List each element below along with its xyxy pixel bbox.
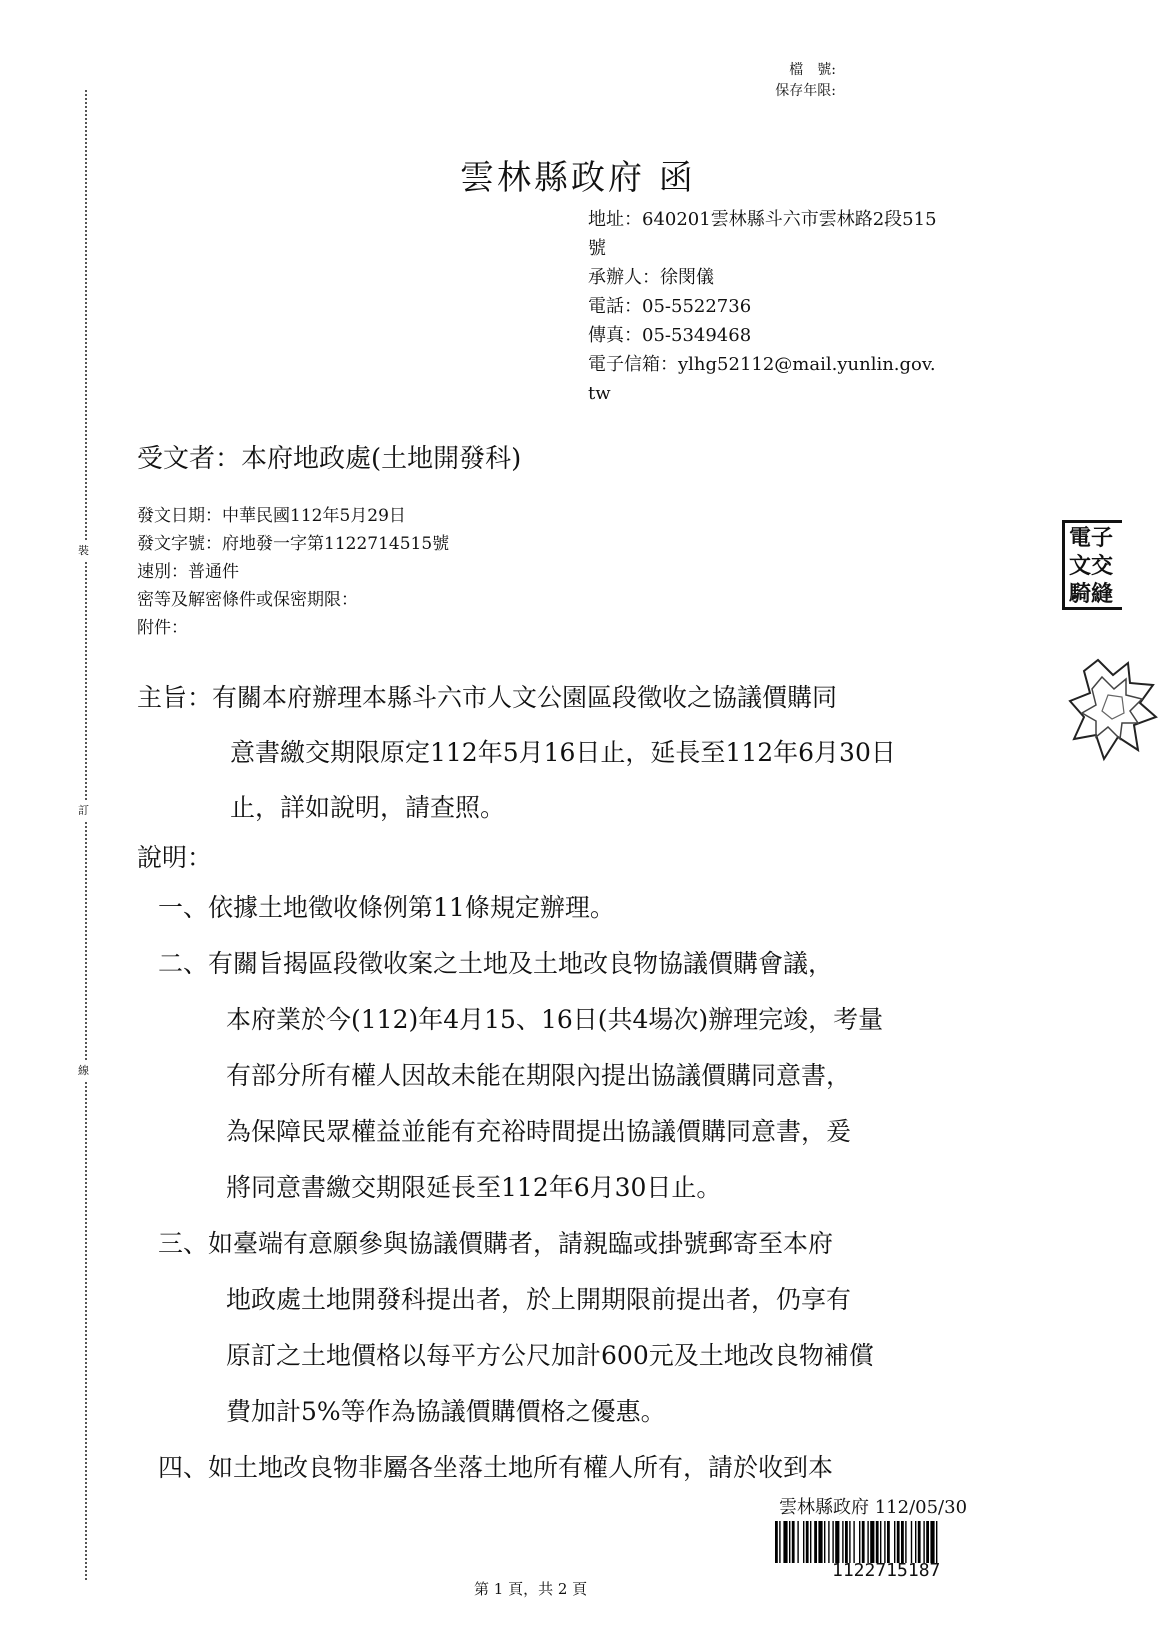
email-line-1: 電子信箱：ylhg52112@mail.yunlin.gov. [588,354,936,375]
item-3-line-3: 原訂之土地價格以每平方公尺加計600元及土地改良物補償 [226,1341,874,1370]
meta-block [137,502,449,642]
binding-mark-line: 線 [78,1060,89,1080]
item-3-line-4: 費加計5%等作為協議價購價格之優惠。 [226,1397,666,1426]
item-2-line-2: 本府業於今(112)年4月15、16日(共4場次)辦理完竣，考量 [226,1005,884,1034]
subject-line-3: 止，詳如說明，請查照。 [230,793,506,822]
document-number: 發文字號：府地發一字第1122714515號 [137,534,450,554]
official-seal-icon [1068,655,1158,765]
description-heading: 說明： [137,843,213,872]
recipient: 受文者：本府地政處(土地開發科) [137,444,522,474]
description-items [158,880,883,1496]
item-2-line-4: 為保障民眾權益並能有充裕時間提出協議價購同意書，爰 [226,1117,852,1146]
item-2-line-1: 二、有關旨揭區段徵收案之土地及土地改良物協議價購會議， [158,949,834,978]
barcode-icon [775,1521,1005,1563]
item-3-line-1: 三、如臺端有意願參與協議價購者，請親臨或掛號郵寄至本府 [158,1229,834,1258]
phone: 電話：05-5522736 [588,296,752,317]
item-1: 一、依據土地徵收條例第11條規定辦理。 [158,893,615,922]
stamp-row-1: 電子 [1069,526,1114,551]
issue-date: 發文日期：中華民國112年5月29日 [137,506,406,526]
retention-label: 保存年限: [775,83,836,99]
secrecy: 密等及解密條件或保密期限： [137,590,358,610]
archive-info [775,60,836,102]
footer-org-date: 雲林縣政府 112/05/30 [779,1497,968,1518]
attachment: 附件： [137,618,188,638]
contact-block [588,205,937,408]
binding-mark-bind: 裝 [78,540,89,560]
subject-line-1: 主旨：有關本府辦理本縣斗六市人文公園區段徵收之協議價購同 [137,683,838,712]
page-number: 第 1 頁，共 2 頁 [474,1580,588,1598]
handler: 承辦人：徐閔儀 [588,267,714,288]
fax: 傳真：05-5349468 [588,325,752,346]
item-2-line-3: 有部分所有權人因故未能在期限內提出協議價購同意書， [226,1061,852,1090]
electronic-exchange-stamp [1062,520,1122,610]
subject [137,670,896,835]
item-3-line-2: 地政處土地開發科提出者，於上開期限前提出者，仍享有 [226,1285,852,1314]
speed: 速別：普通件 [137,562,239,582]
barcode-number: 1122715187 [832,1560,941,1581]
document-title: 雲林縣政府 函 [460,158,696,198]
email-line-2: tw [588,383,611,404]
file-number-label: 檔 號: [789,62,836,78]
stamp-row-3: 騎縫 [1069,582,1114,607]
stamp-row-2: 文交 [1069,554,1114,579]
binding-mark-staple: 訂 [78,800,89,820]
subject-line-2: 意書繳交期限原定112年5月16日止，延長至112年6月30日 [230,738,896,767]
address-line-2: 號 [588,238,606,259]
address-line-1: 地址：640201雲林縣斗六市雲林路2段515 [588,209,937,230]
item-4-line-1: 四、如土地改良物非屬各坐落土地所有權人所有，請於收到本 [158,1453,834,1482]
binding-dotted-line [85,90,87,1580]
item-2-line-5: 將同意書繳交期限延長至112年6月30日止。 [226,1173,722,1202]
